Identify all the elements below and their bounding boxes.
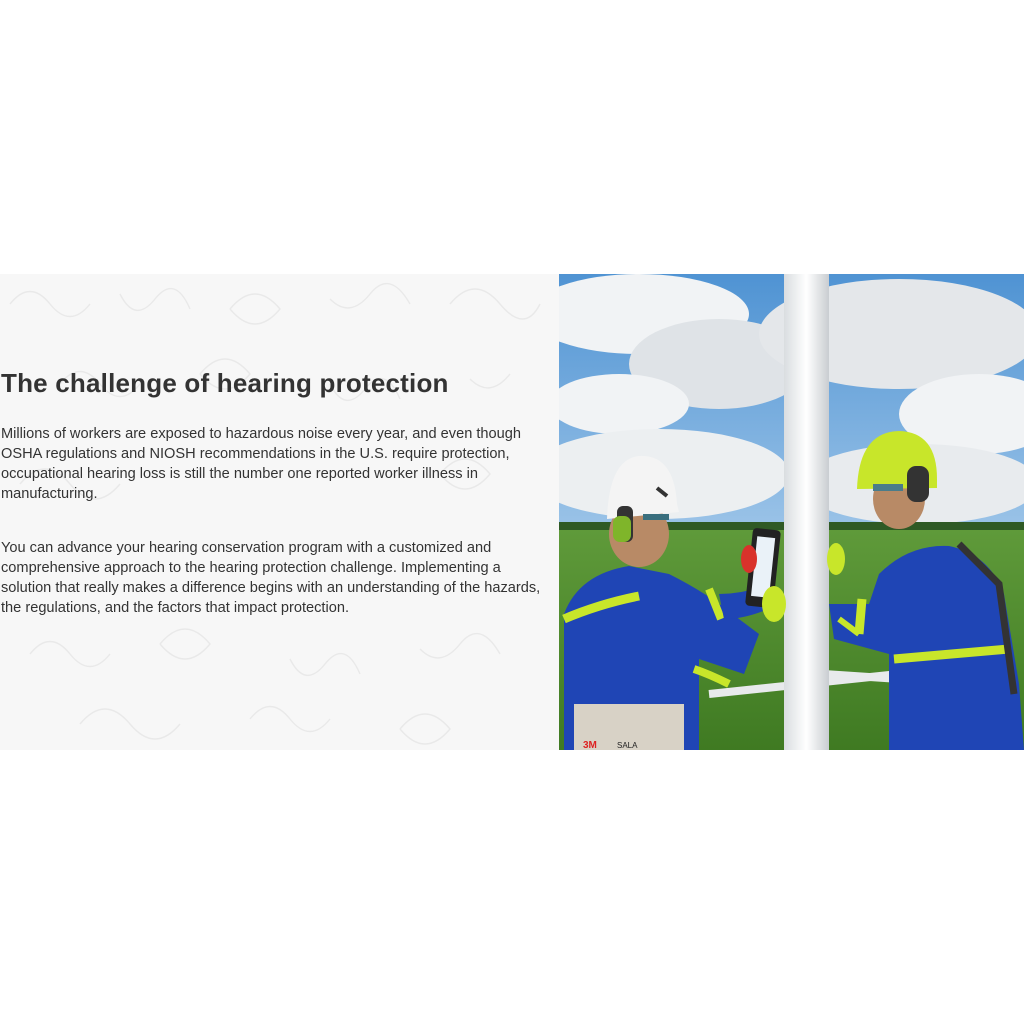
brand-sala: SALA bbox=[617, 741, 638, 750]
content-band bbox=[0, 274, 1024, 750]
watermark-pattern bbox=[0, 274, 559, 750]
workers-photo-illustration bbox=[559, 274, 1024, 750]
approach-paragraph: You can advance your hearing conservation program with a customized and comprehensive approach to the hearing protection challenge. Implementing a solution that really makes a difference begins with an understanding of the hazards, the regulations, and the factors that impact protection. bbox=[1, 540, 541, 616]
intro-paragraph: Millions of workers are exposed to hazardous noise every year, and even though OSHA regulations and NIOSH recommendations in the U.S. require protection, occupational hearing loss is still the number one reported worker illness in manufacturing. bbox=[1, 426, 522, 502]
section-title: The challenge of hearing protection bbox=[1, 368, 449, 398]
text-column bbox=[0, 274, 559, 750]
brand-3m: 3M bbox=[583, 740, 597, 750]
workers-photo bbox=[559, 274, 1024, 750]
